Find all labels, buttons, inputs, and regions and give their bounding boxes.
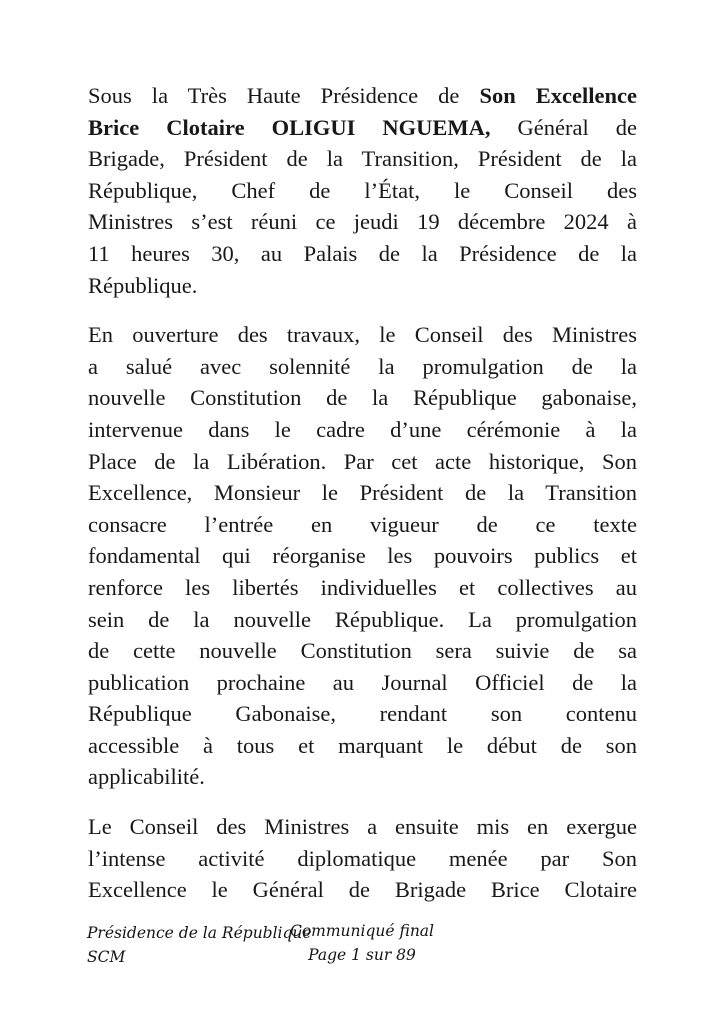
text-line [88, 175, 637, 207]
text-line [88, 509, 637, 541]
text-segment: 11 heures 30, au Palais de la Présidence de la [88, 240, 637, 266]
text-line [88, 730, 637, 762]
text-line [88, 698, 637, 730]
text-line [88, 270, 637, 302]
text-line [88, 843, 637, 875]
text-segment: Sous la Très Haute Présidence de [88, 83, 480, 108]
text-line [88, 477, 637, 509]
text-segment: de cette nouvelle Constitution sera suivie de sa [88, 638, 637, 664]
text-line [88, 238, 637, 270]
text-segment: nouvelle Constitution de la République gabonaise, [88, 385, 637, 411]
text-line [88, 635, 637, 667]
bold-text-segment: Brice Clotaire OLIGUI NGUEMA, [88, 114, 491, 140]
text-segment: applicabilité. [88, 764, 205, 790]
text-line [88, 80, 637, 112]
footer-page-number: Page 1 sur 89 [308, 946, 416, 964]
text-segment: fondamental qui réorganise les pouvoirs publics et [88, 543, 637, 569]
text-line [88, 604, 637, 636]
text-segment: consacre l’entrée en vigueur de ce texte [88, 511, 637, 537]
document-body [88, 80, 637, 906]
text-line [88, 414, 637, 446]
text-segment: a salué avec solennité la promulgation de la [88, 353, 637, 379]
text-segment: République. [88, 272, 198, 298]
footer-service: SCM [87, 948, 126, 966]
text-segment: Excellence le Général de Brigade Brice Clotaire [88, 877, 637, 903]
text-line [88, 761, 637, 793]
text-segment: Place de la Libération. Par cet acte historique, Son [88, 448, 637, 474]
text-line [88, 811, 637, 843]
text-segment: République, Chef de l’État, le Conseil des [88, 177, 637, 203]
text-line [88, 667, 637, 699]
text-segment: Brigade, Président de la Transition, Président de la [88, 146, 637, 172]
paragraph [88, 80, 637, 301]
text-line [88, 319, 637, 351]
bold-text-segment: Son Excellence [479, 83, 637, 108]
text-segment: publication prochaine au Journal Officiel de la [88, 669, 637, 695]
text-segment: accessible à tous et marquant le début de son [88, 732, 637, 758]
text-segment: renforce les libertés individuelles et collectives au [88, 574, 637, 600]
text-segment: Ministres s’est réuni ce jeudi 19 décembre 2024 à [88, 209, 637, 235]
text-segment: l’intense activité diplomatique menée par Son [88, 845, 637, 871]
text-line [88, 112, 637, 144]
text-line [88, 572, 637, 604]
text-line [88, 382, 637, 414]
text-segment: Le Conseil des Ministres a ensuite mis en exergue [88, 814, 637, 840]
footer-organization: Présidence de la République [87, 924, 312, 942]
text-line [88, 206, 637, 238]
text-segment: Excellence, Monsieur le Président de la Transition [88, 480, 637, 506]
footer-document-title: Communiqué final [289, 922, 435, 940]
text-line [88, 446, 637, 478]
text-line [88, 351, 637, 383]
text-segment: En ouverture des travaux, le Conseil des Ministres [88, 322, 637, 348]
text-segment: Général de [490, 114, 637, 140]
text-line [88, 540, 637, 572]
footer-title-block [0, 919, 724, 967]
text-line [88, 874, 637, 906]
text-line [88, 143, 637, 175]
paragraph [88, 811, 637, 906]
text-segment: intervenue dans le cadre d’une cérémonie à la [88, 416, 637, 442]
text-segment: sein de la nouvelle République. La promulgation [88, 606, 637, 632]
text-segment: République Gabonaise, rendant son contenu [88, 701, 637, 727]
paragraph [88, 319, 637, 793]
